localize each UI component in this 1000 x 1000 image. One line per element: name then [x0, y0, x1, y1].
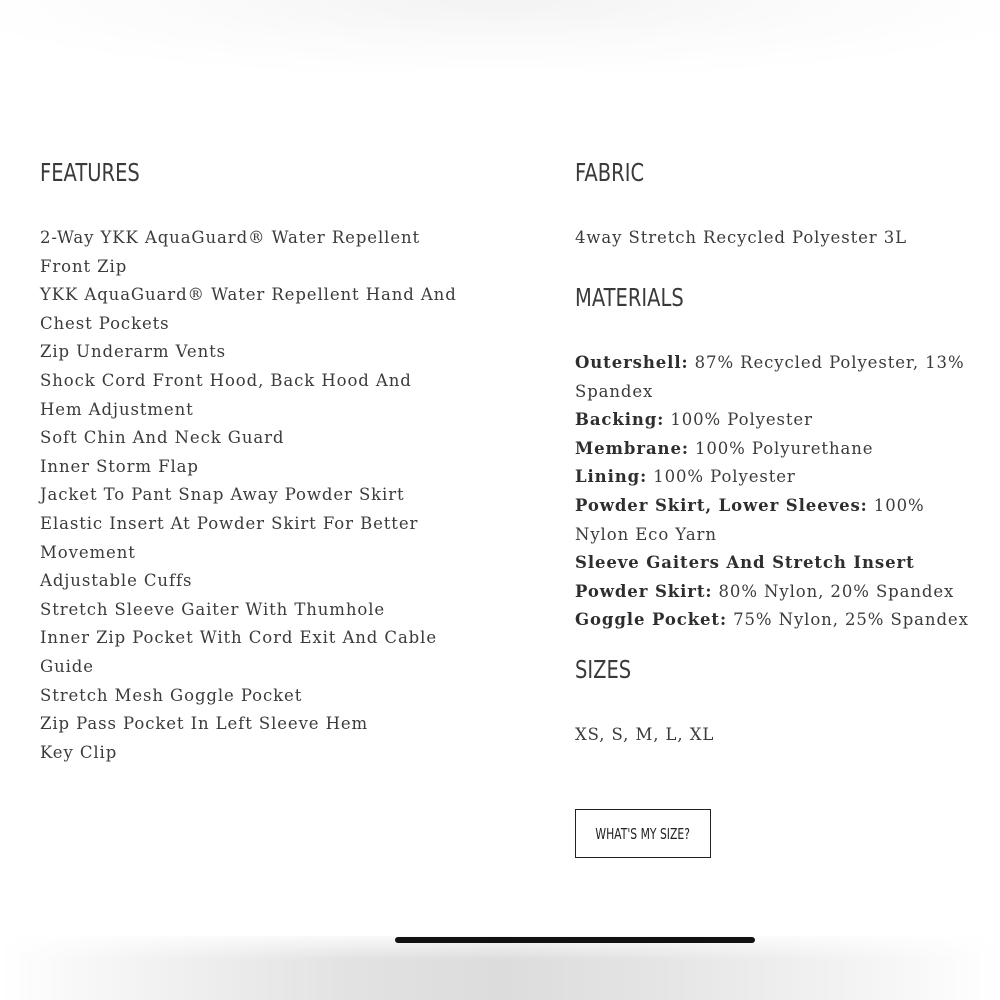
material-value: 100% Nylon Eco Yarn	[575, 495, 925, 544]
bottom-fade-overlay	[0, 930, 1000, 960]
material-item	[575, 406, 980, 435]
feature-item: Adjustable Cuffs	[40, 571, 193, 591]
material-item	[575, 463, 980, 492]
home-indicator[interactable]	[395, 937, 755, 943]
material-value: 87% Recycled Polyester, 13% Spandex	[575, 353, 965, 401]
feature-item: Zip Pass Pocket In Left Sleeve Hem	[40, 714, 369, 734]
materials-list	[575, 349, 980, 635]
material-item	[575, 435, 980, 464]
material-label: Lining:	[575, 467, 648, 487]
material-value: 100% Polyester	[664, 410, 813, 430]
fabric-heading: FABRIC	[575, 158, 645, 187]
feature-item: Jacket To Pant Snap Away Powder Skirt	[40, 485, 405, 505]
material-label: Goggle Pocket:	[575, 610, 727, 630]
material-item	[575, 492, 980, 549]
whats-my-size-label: WHAT'S MY SIZE?	[595, 824, 691, 843]
features-heading: FEATURES	[40, 158, 140, 187]
features-list	[40, 224, 460, 767]
feature-item: Stretch Sleeve Gaiter With Thumhole	[40, 599, 386, 619]
material-label: Powder Skirt, Lower Sleeves:	[575, 495, 868, 515]
material-item	[575, 549, 980, 606]
material-label: Sleeve Gaiters And Stretch Insert Powder Skirt:	[575, 553, 915, 601]
material-value: 100% Polyester	[647, 467, 796, 487]
feature-item: YKK AquaGuard® Water Repellent Hand And Chest Pockets	[40, 285, 457, 333]
material-value: 75% Nylon, 25% Spandex	[726, 610, 969, 630]
feature-item: Elastic Insert At Powder Skirt For Better Movement	[40, 513, 419, 562]
sizes-heading: SIZES	[575, 655, 632, 684]
whats-my-size-button[interactable]	[575, 809, 711, 858]
feature-item: Soft Chin And Neck Guard	[40, 428, 285, 448]
feature-item: Stretch Mesh Goggle Pocket	[40, 685, 303, 705]
feature-item: Shock Cord Front Hood, Back Hood And Hem Adjustment	[40, 370, 412, 419]
feature-item: Inner Storm Flap	[40, 456, 199, 476]
material-value: 100% Polyurethane	[688, 438, 874, 458]
material-label: Membrane:	[575, 438, 689, 458]
fabric-text: 4way Stretch Recycled Polyester 3L	[575, 228, 907, 247]
feature-item: Zip Underarm Vents	[40, 342, 227, 362]
material-item	[575, 606, 980, 635]
sizes-text: XS, S, M, L, XL	[575, 725, 715, 744]
material-label: Outershell:	[575, 353, 689, 372]
materials-heading: MATERIALS	[575, 283, 684, 312]
material-item	[575, 349, 980, 406]
feature-item: Key Clip	[40, 742, 118, 762]
material-value: 80% Nylon, 20% Spandex	[712, 581, 955, 601]
material-label: Backing:	[575, 410, 665, 430]
feature-item: Inner Zip Pocket With Cord Exit And Cable Guide	[40, 628, 437, 676]
top-background-fade	[0, 0, 1000, 70]
feature-item: 2-Way YKK AquaGuard® Water Repellent Front Zip	[40, 228, 421, 276]
